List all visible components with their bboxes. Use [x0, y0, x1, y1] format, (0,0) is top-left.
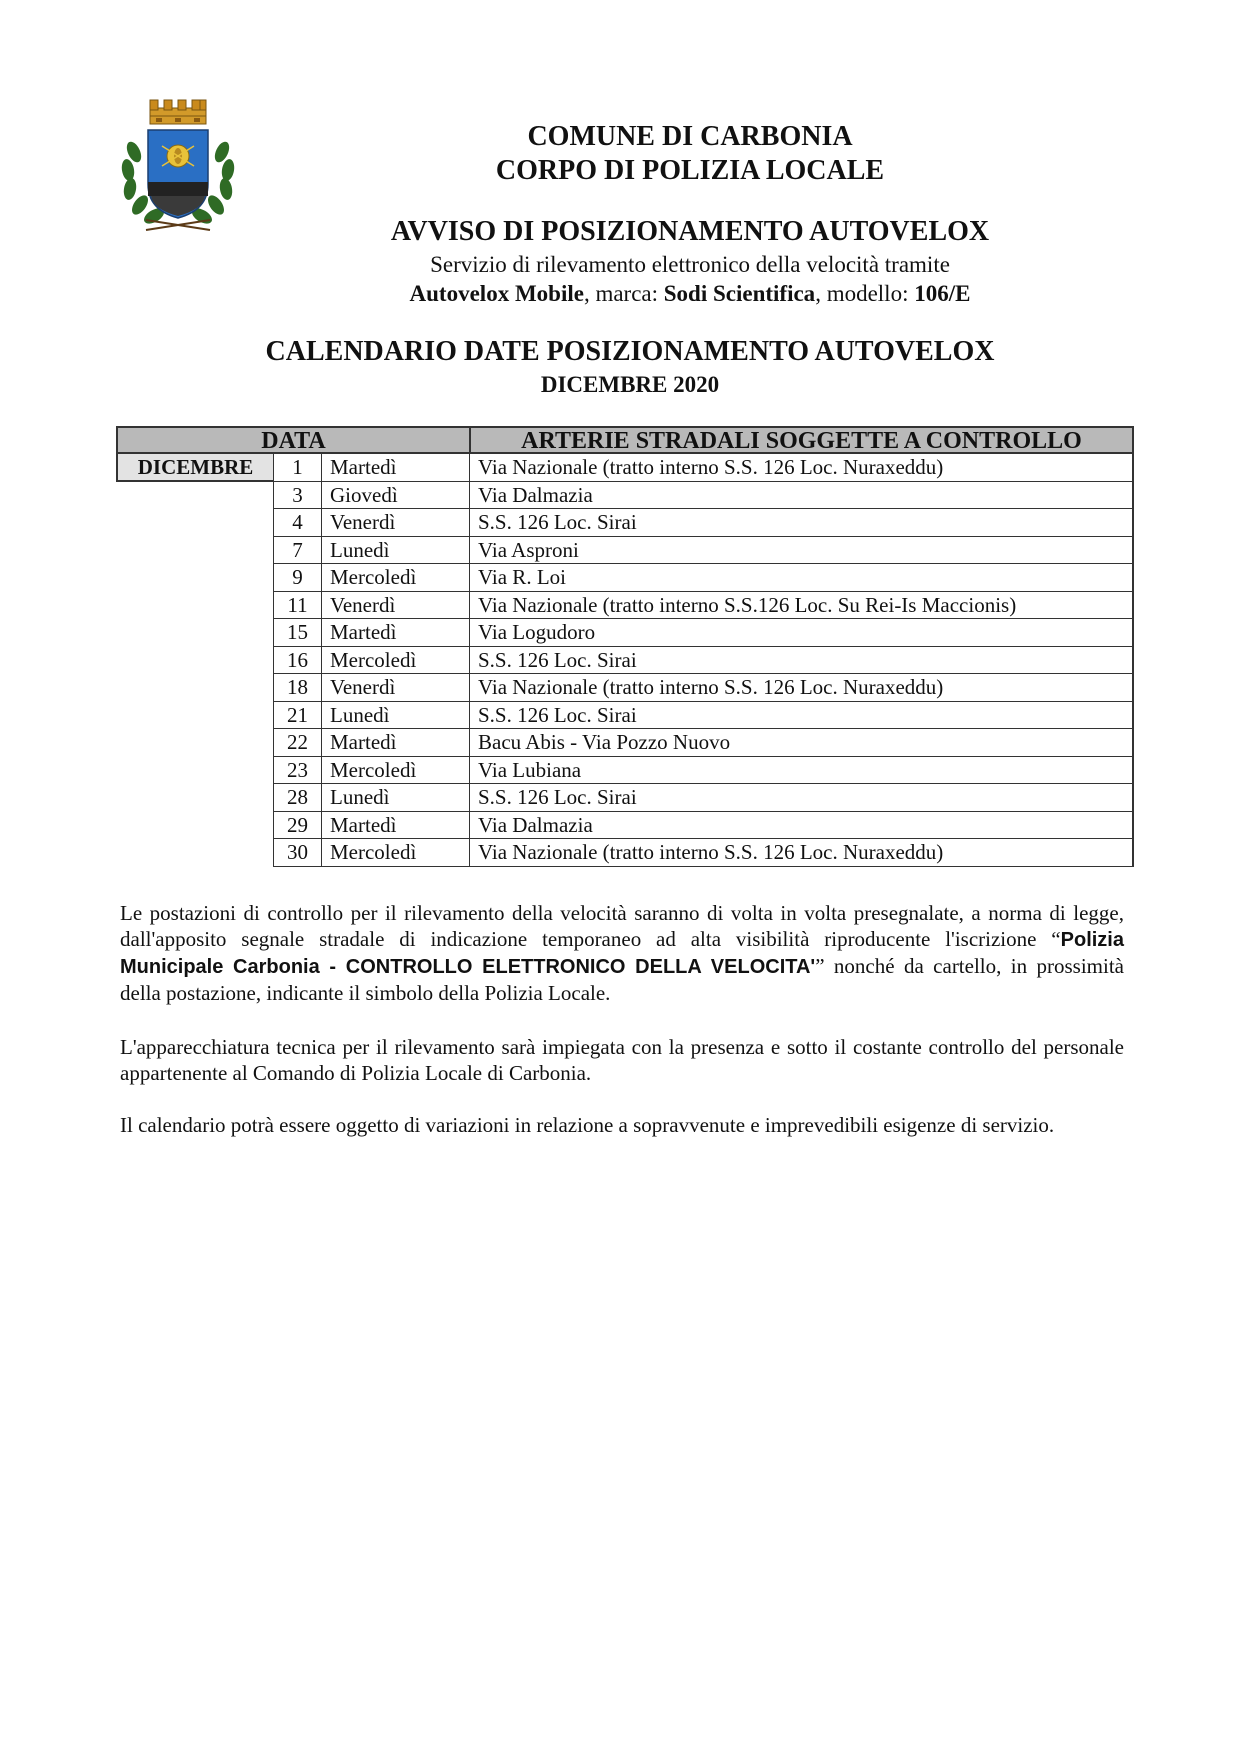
table-row	[116, 619, 1134, 647]
weekday-cell: Lunedì	[321, 702, 469, 730]
month-spacer	[116, 647, 273, 675]
table-row	[116, 509, 1134, 537]
road-cell: Via Asproni	[469, 537, 1134, 565]
table-row	[116, 784, 1134, 812]
day-cell: 9	[273, 564, 321, 592]
table-row	[116, 454, 1134, 482]
month-spacer	[116, 839, 273, 867]
weekday-cell: Lunedì	[321, 784, 469, 812]
paragraph-variations: Il calendario potrà essere oggetto di variazioni in relazione a sopravvenute e imprevedibili esigenze di servizio.	[120, 1113, 1055, 1137]
month-spacer	[116, 619, 273, 647]
day-cell: 3	[273, 482, 321, 510]
notice-title: AVVISO DI POSIZIONAMENTO AUTOVELOX	[390, 216, 990, 247]
signage-inscription: Polizia Municipale Carbonia - CONTROLLO ELETTRONICO DELLA VELOCITA'	[120, 929, 1124, 978]
model-name: 106/E	[914, 281, 971, 306]
road-cell: Via Lubiana	[469, 757, 1134, 785]
weekday-cell: Martedì	[321, 619, 469, 647]
police-corps-name: CORPO DI POLIZIA LOCALE	[495, 155, 885, 186]
municipality-header	[240, 120, 1140, 188]
weekday-cell: Lunedì	[321, 537, 469, 565]
month-spacer	[116, 509, 273, 537]
weekday-cell: Mercoledì	[321, 839, 469, 867]
device-label: Autovelox Mobile	[409, 281, 584, 306]
table-body	[116, 454, 1134, 867]
day-cell: 1	[273, 454, 321, 482]
calendar-title: CALENDARIO DATE POSIZIONAMENTO AUTOVELOX	[265, 336, 995, 367]
column-header-roads: ARTERIE STRADALI SOGGETTE A CONTROLLO	[521, 428, 1082, 454]
brand-name: Sodi Scientifica	[663, 281, 816, 306]
shield-icon	[148, 130, 208, 218]
road-cell: Via Nazionale (tratto interno S.S. 126 Loc. Nuraxeddu)	[469, 839, 1134, 867]
weekday-cell: Venerdì	[321, 674, 469, 702]
table-row	[116, 647, 1134, 675]
road-cell: Via R. Loi	[469, 564, 1134, 592]
weekday-cell: Mercoledì	[321, 757, 469, 785]
road-cell: Via Nazionale (tratto interno S.S.126 Loc. Su Rei-Is Maccionis)	[469, 592, 1134, 620]
paragraph-equipment: L'apparecchiatura tecnica per il rilevamento sarà impiegata con la presenza e sotto il costante controllo del personale appartenente al Comando di Polizia Locale di Carbonia.	[120, 1035, 1124, 1085]
weekday-cell: Martedì	[321, 454, 469, 482]
day-cell: 21	[273, 702, 321, 730]
crown-icon	[150, 100, 206, 124]
table-row	[116, 482, 1134, 510]
month-spacer	[116, 784, 273, 812]
paragraph-signage	[120, 900, 1124, 1006]
column-header-date: DATA	[118, 428, 471, 452]
weekday-cell: Venerdì	[321, 592, 469, 620]
road-cell: S.S. 126 Loc. Sirai	[469, 647, 1134, 675]
schedule-table	[116, 426, 1134, 867]
carbonia-coat-of-arms-icon	[116, 92, 240, 232]
month-spacer	[116, 812, 273, 840]
model-prefix: , modello:	[815, 281, 915, 306]
day-cell: 11	[273, 592, 321, 620]
month-spacer	[116, 592, 273, 620]
day-cell: 30	[273, 839, 321, 867]
device-description	[240, 279, 1140, 308]
month-spacer	[116, 729, 273, 757]
paragraph-signage-text-1: Le postazioni di controllo per il rilevamento della velocità saranno di volta in volta presegnalate, a norma di legge, dall'apposito segnale stradale di indicazione temporaneo ad alta visibilità riproducente l'iscrizione “	[120, 901, 1124, 951]
brand-prefix: , marca:	[583, 281, 664, 306]
month-spacer	[116, 537, 273, 565]
day-cell: 22	[273, 729, 321, 757]
road-cell: Via Nazionale (tratto interno S.S. 126 Loc. Nuraxeddu)	[469, 454, 1134, 482]
day-cell: 23	[273, 757, 321, 785]
day-cell: 4	[273, 509, 321, 537]
notice-subtitle	[240, 250, 1140, 308]
weekday-cell: Venerdì	[321, 509, 469, 537]
weekday-cell: Mercoledì	[321, 647, 469, 675]
month-spacer	[116, 482, 273, 510]
road-cell: S.S. 126 Loc. Sirai	[469, 702, 1134, 730]
month-spacer	[116, 757, 273, 785]
road-cell: Bacu Abis - Via Pozzo Nuovo	[469, 729, 1134, 757]
road-cell: S.S. 126 Loc. Sirai	[469, 784, 1134, 812]
table-row	[116, 729, 1134, 757]
road-cell: Via Nazionale (tratto interno S.S. 126 Loc. Nuraxeddu)	[469, 674, 1134, 702]
day-cell: 7	[273, 537, 321, 565]
weekday-cell: Mercoledì	[321, 564, 469, 592]
road-cell: Via Dalmazia	[469, 482, 1134, 510]
table-row	[116, 757, 1134, 785]
road-cell: Via Dalmazia	[469, 812, 1134, 840]
day-cell: 15	[273, 619, 321, 647]
road-cell: Via Logudoro	[469, 619, 1134, 647]
weekday-cell: Martedì	[321, 729, 469, 757]
month-spacer	[116, 674, 273, 702]
month-spacer	[116, 564, 273, 592]
table-row	[116, 674, 1134, 702]
table-row	[116, 537, 1134, 565]
calendar-month: DICEMBRE 2020	[540, 372, 720, 397]
month-label: DICEMBRE	[116, 454, 273, 482]
day-cell: 28	[273, 784, 321, 812]
table-row	[116, 812, 1134, 840]
table-header	[116, 426, 1134, 454]
municipality-name: COMUNE DI CARBONIA	[527, 121, 853, 152]
weekday-cell: Martedì	[321, 812, 469, 840]
day-cell: 29	[273, 812, 321, 840]
day-cell: 16	[273, 647, 321, 675]
table-row	[116, 839, 1134, 867]
table-row	[116, 702, 1134, 730]
paragraph-signage-text-2: ” nonché da cartello, in prossimità della postazione, indicante il simbolo della Polizia Locale.	[120, 954, 1125, 1005]
weekday-cell: Giovedì	[321, 482, 469, 510]
table-row	[116, 564, 1134, 592]
month-spacer	[116, 702, 273, 730]
road-cell: S.S. 126 Loc. Sirai	[469, 509, 1134, 537]
service-description: Servizio di rilevamento elettronico della velocità tramite	[430, 252, 950, 277]
day-cell: 18	[273, 674, 321, 702]
table-row	[116, 592, 1134, 620]
